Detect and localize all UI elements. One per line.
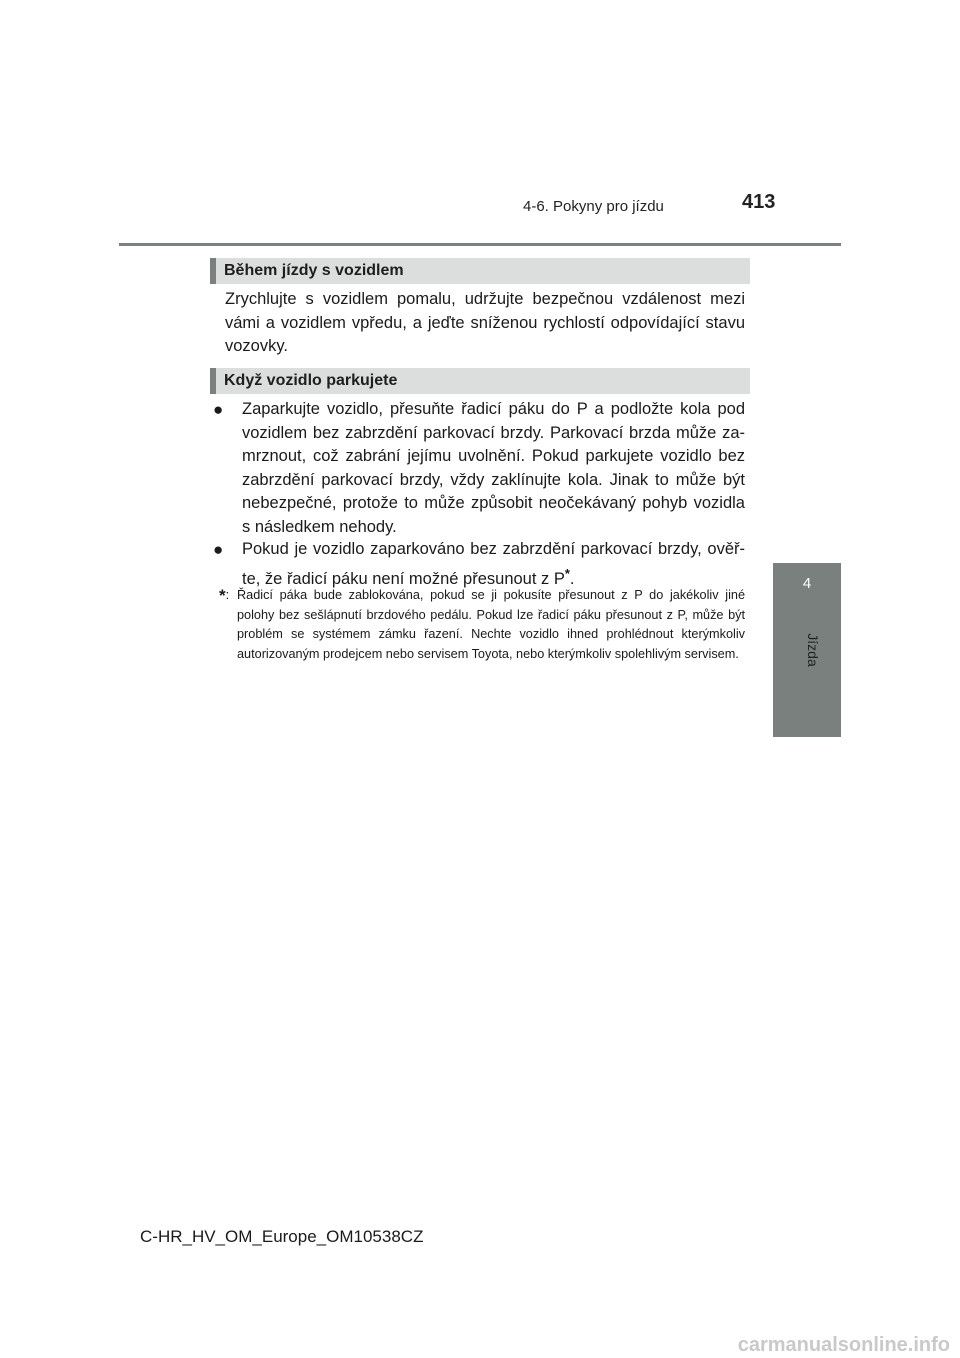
list-item — [213, 538, 745, 591]
footnote-text: Řadicí páka bude zablokována, pokud se ji pokusíte přesunout z P do jakékoliv jiné polohy bez sešlápnutí brzdového pedálu. Pokud lze řadicí páku přesunout z P, může být problém se systémem zámku řazení. Nechte vozidlo ihned prohlédnout kterýmkoliv autorizovaným prodejcem nebo servisem Toyota, nebo kterýmkoliv spolehlivým servisem. — [237, 588, 745, 661]
section-heading-driving: Během jízdy s vozidlem — [210, 258, 750, 284]
footer-document-code: C-HR_HV_OM_Europe_OM10538CZ — [140, 1227, 424, 1246]
watermark: carmanualsonline.info — [737, 1334, 950, 1356]
bullet-text-end: . — [569, 569, 575, 588]
footnote-star: * — [219, 586, 226, 605]
footnote-separator: : — [225, 588, 230, 602]
footnote-reference: * — [564, 565, 570, 581]
header-rule — [119, 243, 841, 246]
footnote-marker — [219, 586, 229, 606]
bullet-icon: ● — [213, 540, 224, 559]
footnote — [219, 586, 745, 664]
header-section-title: 4-6. Pokyny pro jízdu — [523, 198, 664, 215]
bullet-text: Zaparkujte vozidlo, přesuňte řadicí páku do P a podložte kola pod vozidlem bez zabrzdění parkovací brzdy. Parkovací brzda může zamrznout, což zabrání jejímu uvolnění. Pokud parkujete vozidlo bez zabrzdění parkovací brzdy, vždy zaklínujte kola. Jinak to může být nebezpečné, protože to může způsobit neočekávaný pohyb vozidla s následkem nehody. — [242, 400, 745, 536]
chapter-number: 4 — [802, 575, 812, 592]
chapter-label: Jízda — [805, 633, 821, 667]
list-item — [213, 398, 745, 539]
page-number: 413 — [742, 191, 776, 213]
driving-paragraph: Zrychlujte s vozidlem pomalu, udržujte bezpečnou vzdálenost mezi vámi a vozidlem vpředu, a jeďte sníženou rychlostí odpovídající stavu vozovky. — [225, 290, 745, 355]
bullet-text-body: Pokud je vozidlo zaparkováno bez zabrzdění parkovací brzdy, ověřte, že řadicí páku není možné přesunout z P — [242, 540, 745, 588]
bullet-icon: ● — [213, 400, 224, 419]
section-heading-parking: Když vozidlo parkujete — [210, 368, 750, 394]
bullet-text — [242, 538, 745, 591]
